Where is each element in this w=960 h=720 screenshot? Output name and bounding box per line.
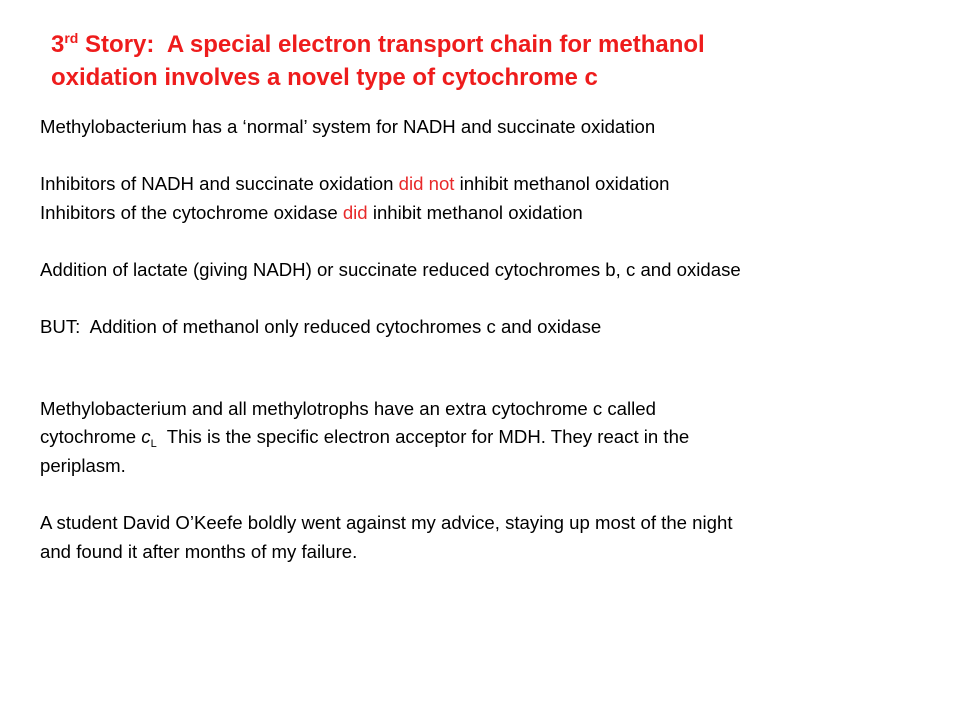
paragraph-inhibitors-nadh [40, 170, 920, 199]
cytochrome-subscript-l: L [150, 438, 157, 451]
paragraph-inhibitors-oxidase [40, 199, 920, 228]
paragraph-methylotrophs-line-3: periplasm. [40, 454, 126, 476]
cytochrome-c-italic: c [141, 426, 151, 448]
slide-title [51, 28, 911, 94]
inhibitors-nadh-tail: inhibit methanol oxidation [454, 173, 670, 195]
slide-body [40, 113, 920, 566]
paragraph-student-line-2: and found it after months of my failure. [40, 540, 358, 562]
title-line-1-text: Story: A special electron transport chain for methanol [78, 31, 705, 58]
inhibitors-oxidase-tail: inhibit methanol oxidation [367, 201, 583, 223]
title-line-1 [51, 28, 911, 61]
paragraph-lactate: Addition of lactate (giving NADH) or succinate reduced cytochromes b, c and oxidase [40, 258, 741, 280]
paragraph-normal-system: Methylobacterium has a ‘normal’ system for NADH and succinate oxidation [40, 116, 656, 137]
paragraph-student-line-1: A student David O’Keefe boldly went against my advice, staying up most of the night [40, 512, 733, 534]
inhibitors-oxidase-text: Inhibitors of the cytochrome oxidase [40, 201, 343, 223]
highlight-did: did [342, 201, 368, 223]
title-line-2: oxidation involves a novel type of cytochrome c [51, 64, 598, 91]
paragraph-methylotrophs-line-2 [40, 423, 920, 452]
cytochrome-cl [141, 426, 157, 451]
title-number: 3 [51, 31, 65, 58]
highlight-did-not: did not [398, 173, 455, 195]
paragraph-methylotrophs-line-1: Methylobacterium and all methylotrophs have an extra cytochrome c called [40, 397, 656, 419]
title-ordinal: rd [64, 30, 79, 46]
paragraph-but-methanol: BUT: Addition of methanol only reduced cytochromes c and oxidase [40, 316, 602, 338]
cytochrome-word: cytochrome [40, 426, 142, 448]
inhibitors-nadh-text: Inhibitors of NADH and succinate oxidation [40, 173, 399, 195]
methylotrophs-line-2-tail: This is the specific electron acceptor for MDH. They react in the [156, 426, 690, 448]
